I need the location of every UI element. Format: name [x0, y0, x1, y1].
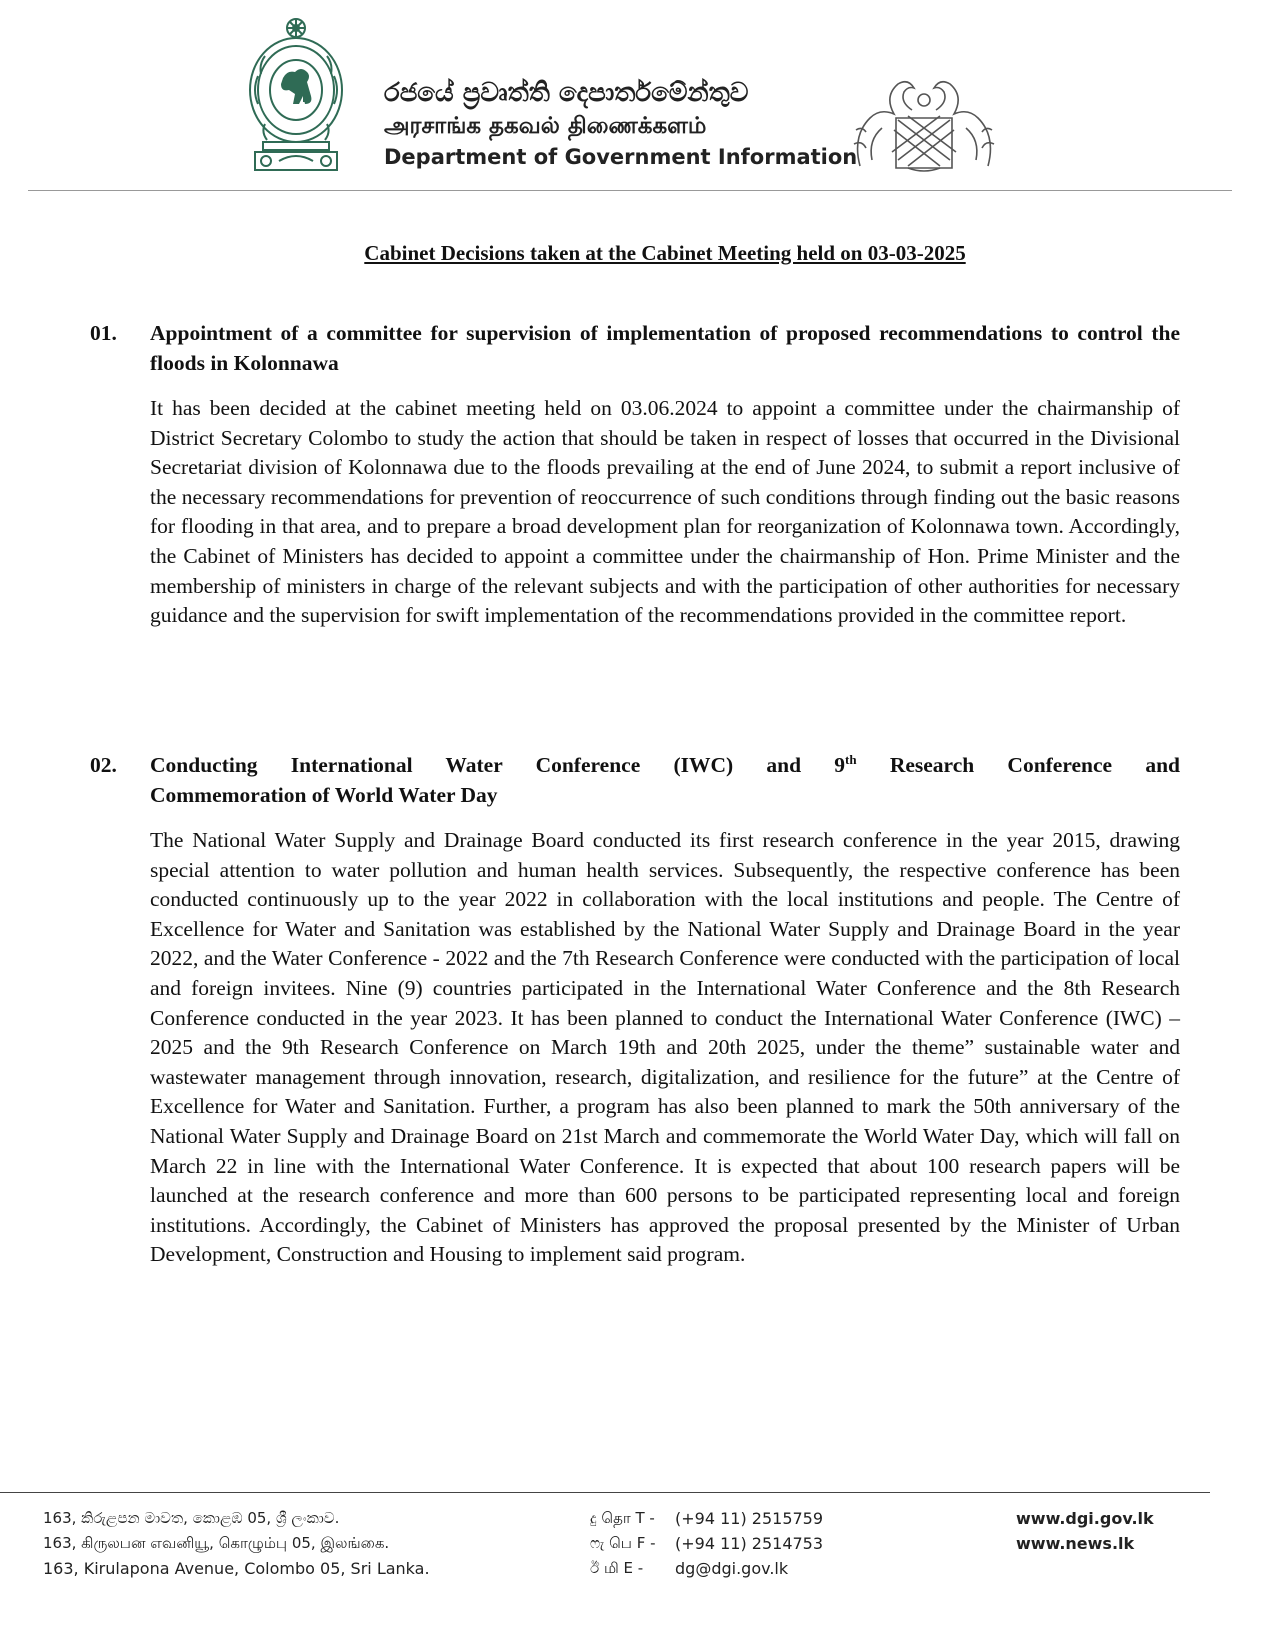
address-english: 163, Kirulapona Avenue, Colombo 05, Sri Lanka.	[43, 1559, 430, 1578]
decision-heading: Appointment of a committee for supervision of implementation of proposed recommendations to control the floods in Kolonnawa	[150, 321, 1180, 375]
decision-paragraph: The National Water Supply and Drainage Board conducted its first research conference in the year 2015, drawing special attention to water pollution and human health services. Subsequently, the respective conference has been conducted continuously up to the year 2022 in collaboration with the local institutions and people. The Centre of Excellence for Water and Sanitation was established by the National Water Supply and Drainage Board in the year 2022, and the Water Conference - 2022 and the 7th Research Conference were conducted with the participation of local and foreign invitees. Nine (9) countries participated in the International Water Conference and the 8th Research Conference conducted in the year 2023. It has been planned to conduct the International Water Conference (IWC) – 2025 and the 9th Research Conference on March 19th and 20th 2025, under the theme” sustainable water and wastewater management through innovation, research, digitalization, and resilience for the future” at the Centre of Excellence for Water and Sanitation. Further, a program has also been planned to mark the 50th anniversary of the National Water Supply and Drainage Board on 21st March and commemorate the World Water Day, which will fall on March 22 in line with the International Water Conference. It is expected that about 100 research papers will be launched at the research conference and more than 600 persons to be participated representing local and foreign institutions. Accordingly, the Cabinet of Ministers has approved the proposal presented by the Minister of Urban Development, Construction and Housing to implement said program.	[150, 828, 1180, 1267]
decision-heading-line-1	[150, 750, 1180, 780]
heading-superscript: th	[845, 751, 857, 767]
decision-number: 02.	[90, 753, 117, 777]
heading-text: Conducting International Water Conference (IWC) and 9	[150, 753, 846, 777]
footer-divider	[0, 1492, 1210, 1493]
email-address[interactable]: dg@dgi.gov.lk	[675, 1559, 789, 1578]
footer-contact	[590, 1506, 823, 1581]
email-row	[590, 1556, 823, 1581]
letterhead	[0, 0, 1275, 200]
fax-row	[590, 1531, 823, 1556]
department-name-block	[384, 76, 858, 172]
fax-label: ෆැ பெ F -	[590, 1534, 656, 1552]
footer-websites	[1016, 1506, 1154, 1556]
website-link-dgi[interactable]: www.dgi.gov.lk	[1016, 1509, 1154, 1528]
department-name-english: Department of Government Information	[384, 145, 858, 169]
email-label: ඊ மி E -	[590, 1559, 644, 1577]
header-divider	[28, 190, 1232, 191]
decision-body	[150, 394, 1180, 631]
decision-body	[150, 826, 1180, 1270]
decision-number: 01.	[90, 321, 117, 345]
fax-number: (+94 11) 2514753	[675, 1534, 824, 1553]
decision-paragraph: It has been decided at the cabinet meeting held on 03.06.2024 to appoint a committee under the chairmanship of District Secretary Colombo to study the action that should be taken in respect of losses that occurred in the Divisional Secretariat division of Kolonnawa due to the floods prevailing at the end of June 2024, to submit a report inclusive of the necessary recommendations for prevention of reoccurrence of such conditions through finding out the basic reasons for flooding in that area, and to prepare a broad development plan for reorganization of Kolonnawa town. Accordingly, the Cabinet of Ministers has decided to appoint a committee under the chairmanship of Hon. Prime Minister and the membership of ministers in charge of the relevant subjects and with the participation of other authorities for necessary guidance and the supervision for swift implementation of the recommendations provided in the committee report.	[150, 396, 1180, 628]
phone-row	[590, 1506, 823, 1531]
phone-label: දු தொ T -	[590, 1509, 655, 1527]
traditional-motif-icon	[848, 70, 1000, 176]
decision-item-01	[90, 318, 1180, 631]
heading-text: Research Conference and	[856, 753, 1180, 777]
sri-lanka-emblem-icon	[243, 16, 349, 174]
footer-address	[43, 1506, 430, 1581]
address-tamil: 163, கிருலபன எவனியூ, கொழும்பு 05, இலங்கை.	[43, 1534, 390, 1552]
decision-item-02	[90, 750, 1180, 1270]
decision-heading-line-2: Commemoration of World Water Day	[150, 783, 498, 807]
address-sinhala: 163, කිරුළපන මාවත, කොළඹ 05, ශ්‍රී ලංකාව.	[43, 1509, 340, 1527]
document-title: Cabinet Decisions taken at the Cabinet Meeting held on 03-03-2025	[364, 241, 966, 265]
phone-number: (+94 11) 2515759	[675, 1509, 824, 1528]
website-link-news[interactable]: www.news.lk	[1016, 1534, 1135, 1553]
department-name-sinhala: රජයේ ප්‍රවෘත්ති දෙපාර්තමේන්තුව	[384, 78, 749, 108]
department-name-tamil: அரசாங்க தகவல் திணைக்களம்	[384, 113, 707, 139]
